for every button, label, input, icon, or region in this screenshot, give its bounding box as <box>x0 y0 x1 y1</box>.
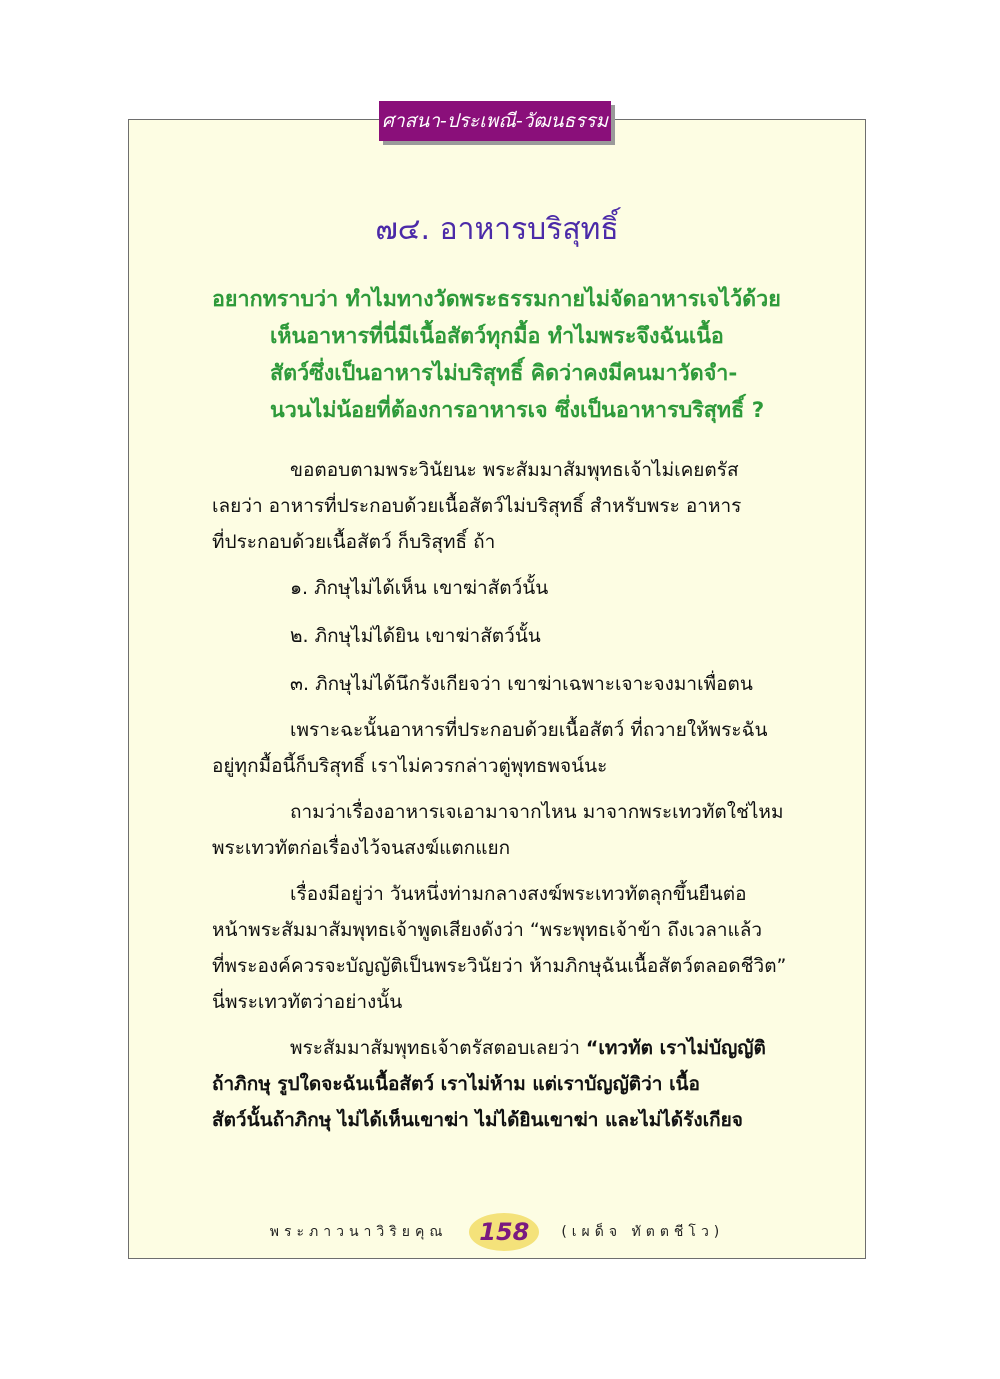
author-name: (เผด็จ ทัตตชีโว) <box>561 1224 725 1240</box>
text-line <box>212 1030 790 1066</box>
page-number: 158 <box>469 1213 539 1251</box>
question-line: นวนไม่น้อยที่ต้องการอาหารเจ ซึ่งเป็นอาหารบริสุทธิ์ ? <box>270 398 765 423</box>
section-label: ศาสนา-ประเพณี-วัฒนธรรม <box>381 110 609 132</box>
question-block <box>212 281 802 429</box>
text-line: อยู่ทุกมื้อนี้ก็บริสุทธิ์ เราไม่ควรกล่าวตู่พุทธพจน์นะ <box>212 755 608 777</box>
answer-body <box>212 452 790 1138</box>
condition-item: ๓. ภิกษุไม่ได้นึกรังเกียจว่า เขาฆ่าเฉพาะเจาะจงมาเพื่อตน <box>290 673 753 695</box>
answer-paragraph-1 <box>212 452 790 560</box>
question-line: เห็นอาหารที่นี่มีเนื้อสัตว์ทุกมื้อ ทำไมพระจึงฉันเนื้อ <box>270 324 724 349</box>
section-tab <box>379 101 611 141</box>
answer-paragraph-5 <box>212 1030 790 1138</box>
answer-paragraph-3 <box>212 794 790 866</box>
quote-intro: พระสัมมาสัมพุทธเจ้าตรัสตอบเลยว่า <box>290 1037 586 1059</box>
text-line: เลยว่า อาหารที่ประกอบด้วยเนื้อสัตว์ไม่บริสุทธิ์ สำหรับพระ อาหาร <box>212 495 742 517</box>
buddha-quote: “เทวทัต เราไม่บัญญัติ <box>585 1037 766 1059</box>
condition-item: ๑. ภิกษุไม่ได้เห็น เขาฆ่าสัตว์นั้น <box>290 577 549 599</box>
text-line: หน้าพระสัมมาสัมพุทธเจ้าพูดเสียงดังว่า “พระพุทธเจ้าข้า ถึงเวลาแล้ว <box>212 919 763 941</box>
text-line: ที่ประกอบด้วยเนื้อสัตว์ ก็บริสุทธิ์ ถ้า <box>212 531 496 553</box>
text-line: นี่พระเทวทัตว่าอย่างนั้น <box>212 991 403 1013</box>
condition-item: ๒. ภิกษุไม่ได้ยิน เขาฆ่าสัตว์นั้น <box>290 625 541 647</box>
answer-paragraph-4 <box>212 876 790 1020</box>
text-line: ขอตอบตามพระวินัยนะ พระสัมมาสัมพุทธเจ้าไม่เคยตรัส <box>290 459 739 481</box>
buddha-quote-line: ถ้าภิกษุ รูปใดจะฉันเนื้อสัตว์ เราไม่ห้าม แต่เราบัญญัติว่า เนื้อ <box>212 1073 700 1095</box>
question-line: สัตว์ซึ่งเป็นอาหารไม่บริสุทธิ์ คิดว่าคงมีคนมาวัดจำ- <box>270 361 738 386</box>
text-line: ที่พระองค์ควรจะบัญญัติเป็นพระวินัยว่า ห้ามภิกษุฉันเนื้อสัตว์ตลอดชีวิต” <box>212 955 787 977</box>
page-footer <box>128 1212 866 1252</box>
book-title: พระภาวนาวิริยคุณ <box>269 1224 448 1240</box>
chapter-title: ๗๔. อาหารบริสุทธิ์ <box>375 212 619 247</box>
question-line: อยากทราบว่า ทำไมทางวัดพระธรรมกายไม่จัดอาหารเจไว้ด้วย <box>212 287 781 312</box>
text-line: เพราะฉะนั้นอาหารที่ประกอบด้วยเนื้อสัตว์ ที่ถวายให้พระฉัน <box>290 719 768 741</box>
conditions-list <box>212 570 790 702</box>
text-line: พระเทวทัตก่อเรื่องไว้จนสงฆ์แตกแยก <box>212 837 511 859</box>
text-line: เรื่องมีอยู่ว่า วันหนึ่งท่ามกลางสงฆ์พระเทวทัตลุกขึ้นยืนต่อ <box>290 883 747 905</box>
text-line: ถามว่าเรื่องอาหารเจเอามาจากไหน มาจากพระเทวทัตใช่ไหม <box>290 801 784 823</box>
buddha-quote-line: สัตว์นั้นถ้าภิกษุ ไม่ได้เห็นเขาฆ่า ไม่ได้ยินเขาฆ่า และไม่ได้รังเกียจ <box>212 1109 743 1131</box>
answer-paragraph-2 <box>212 712 790 784</box>
